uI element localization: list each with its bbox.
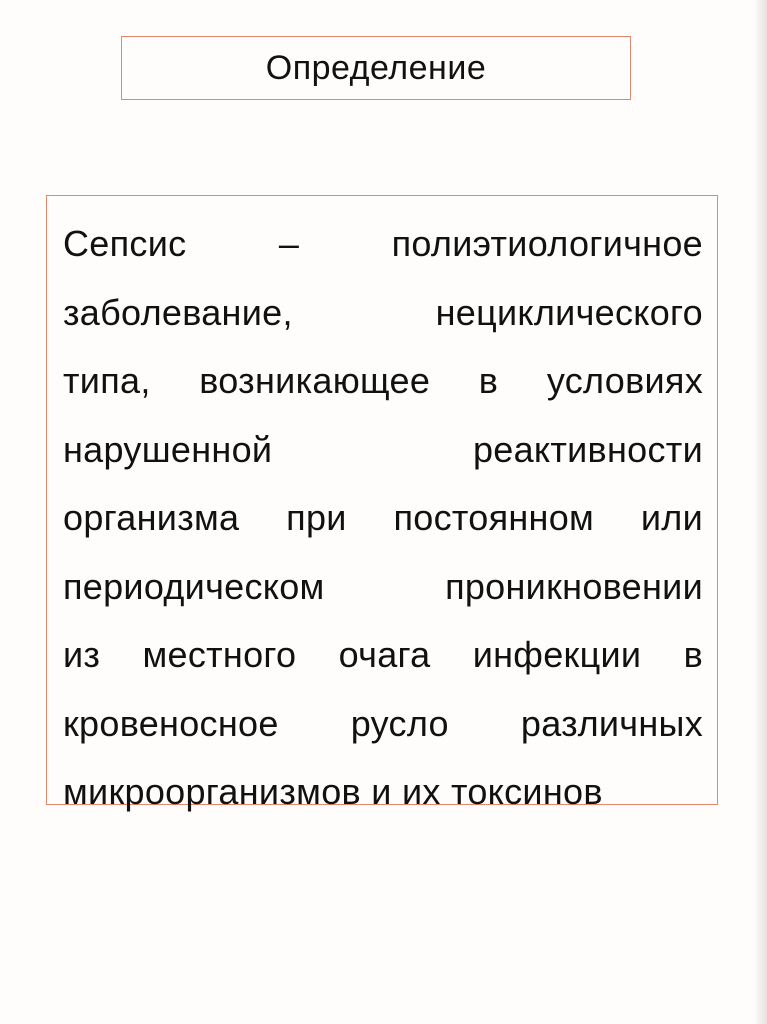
definition-line: заболевание, нециклического xyxy=(63,291,703,333)
definition-line: нарушенной реактивности xyxy=(63,428,703,470)
definition-line: микроорганизмов и их токсинов xyxy=(63,771,603,812)
page-edge-shadow xyxy=(753,0,767,1024)
definition-line: Сепсис – полиэтиологичное xyxy=(63,223,703,264)
definition-line: кровеносное русло различных xyxy=(63,702,703,744)
definition-line: периодическом проникновении xyxy=(63,565,703,607)
title-box xyxy=(121,36,631,100)
page-title: Определение xyxy=(265,48,487,87)
definition-line: организма при постоянном или xyxy=(63,497,703,538)
definition-line: типа, возникающее в условиях xyxy=(63,360,703,401)
definition-line: из местного очага инфекции в xyxy=(63,634,703,675)
definition-box xyxy=(46,195,718,812)
